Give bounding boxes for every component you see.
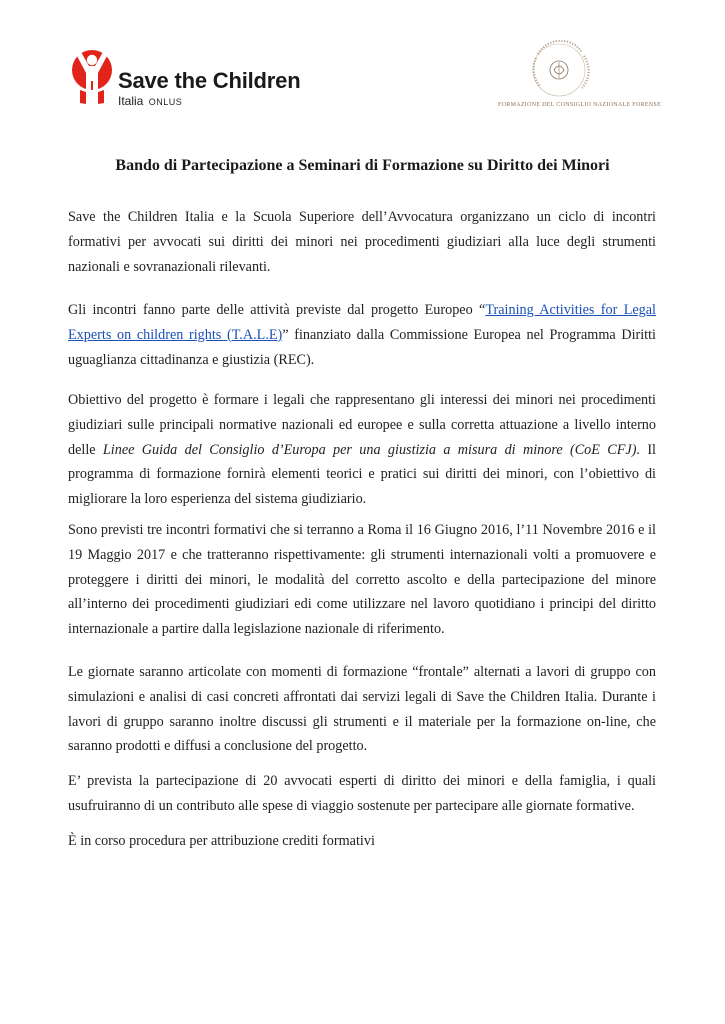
stc-logo-italia: Italia: [118, 94, 144, 108]
paragraph-project-text-end: ” finanziato dalla Commissione Europea nel Programma Diritti uguaglianza cittadinanza e giustizia (REC).: [68, 326, 656, 368]
tale-project-link[interactable]: Training Activities for Legal Experts on children rights (T.A.L.E): [68, 302, 656, 343]
paragraph-credits: È in corso procedura per attribuzione crediti formativi: [68, 833, 375, 849]
paragraph-participation: E’ prevista la partecipazione di 20 avvocati esperti di diritto dei minori e della famiglia, i quali usufruiranno di un contributo alle spese di viaggio sostenute per partecipare alle giornate formative.: [68, 773, 656, 814]
paragraph-objective-text-start: Obiettivo del progetto è formare i legali che rappresentano gli interessi dei minori nei procedimenti giudiziari sulle principali normative nazionali ed europee e sulla corretta attuazione a livello interno delle: [68, 392, 656, 458]
stc-logo-subtitle: [118, 94, 182, 108]
stc-logo-onlus: ONLUS: [148, 97, 183, 107]
paragraph-project-text-start: Gli incontri fanno parte delle attività previste dal progetto Europeo “: [68, 302, 486, 318]
save-the-children-figure-icon: [70, 48, 114, 106]
paragraph-format: Le giornate saranno articolate con momenti di formazione “frontale” alternati a lavori di gruppo con simulazioni e analisi di casi concreti affrontati dai servizi legali di Save the Children Italia. Durante i lavori di gruppo saranno inoltre discussi gli strumenti e il materiale per la formazione on-line, che saranno prodotti e diffusi a conclusione del progetto.: [68, 664, 656, 755]
document-header: [0, 0, 725, 130]
document-title: Bando di Partecipazione a Seminari di Formazione su Diritto dei Minori: [115, 157, 610, 174]
paragraph-objective: [68, 388, 656, 512]
scuola-superiore-avvocatura-seal-icon: [498, 40, 620, 100]
paragraph-objective-text-end: . Il programma di formazione fornirà elementi teorici e pratici sui diritti dei minori, con l’obiettivo di migliorare la loro esperienza del sistema giudiziario.: [68, 441, 656, 508]
save-the-children-logo: [70, 48, 310, 112]
ssa-logo-caption: FORMAZIONE DEL CONSIGLIO NAZIONALE FORENSE: [498, 102, 662, 108]
coe-guidelines-title: Linee Guida del Consiglio d’Europa per una giustizia a misura di minore (CoE CFJ): [102, 441, 637, 458]
paragraph-intro: Save the Children Italia e la Scuola Superiore dell’Avvocatura organizzano un ciclo di incontri formativi per avvocati sui diritti dei minori nei procedimenti giudiziari alla luce degli strumenti nazionali e sovranazionali rilevanti.: [68, 209, 656, 275]
stc-logo-name: Save the Children: [118, 68, 301, 93]
paragraph-meetings: Sono previsti tre incontri formativi che si terranno a Roma il 16 Giugno 2016, l’11 Novembre 2016 e il 19 Maggio 2017 e che tratteranno rispettivamente: gli strumenti internazionali volti a promuovere e proteggere i diritti dei minori, le modalità del corretto ascolto e della partecipazione del minore all’interno dei procedimenti giudiziari edi come utilizzare nel lavoro quotidiano i principi del diritto internazionale a partire dalla legislazione nazionale di riferimento.: [68, 522, 656, 638]
paragraph-project: [68, 298, 656, 372]
scuola-superiore-avvocatura-logo: [498, 40, 662, 112]
